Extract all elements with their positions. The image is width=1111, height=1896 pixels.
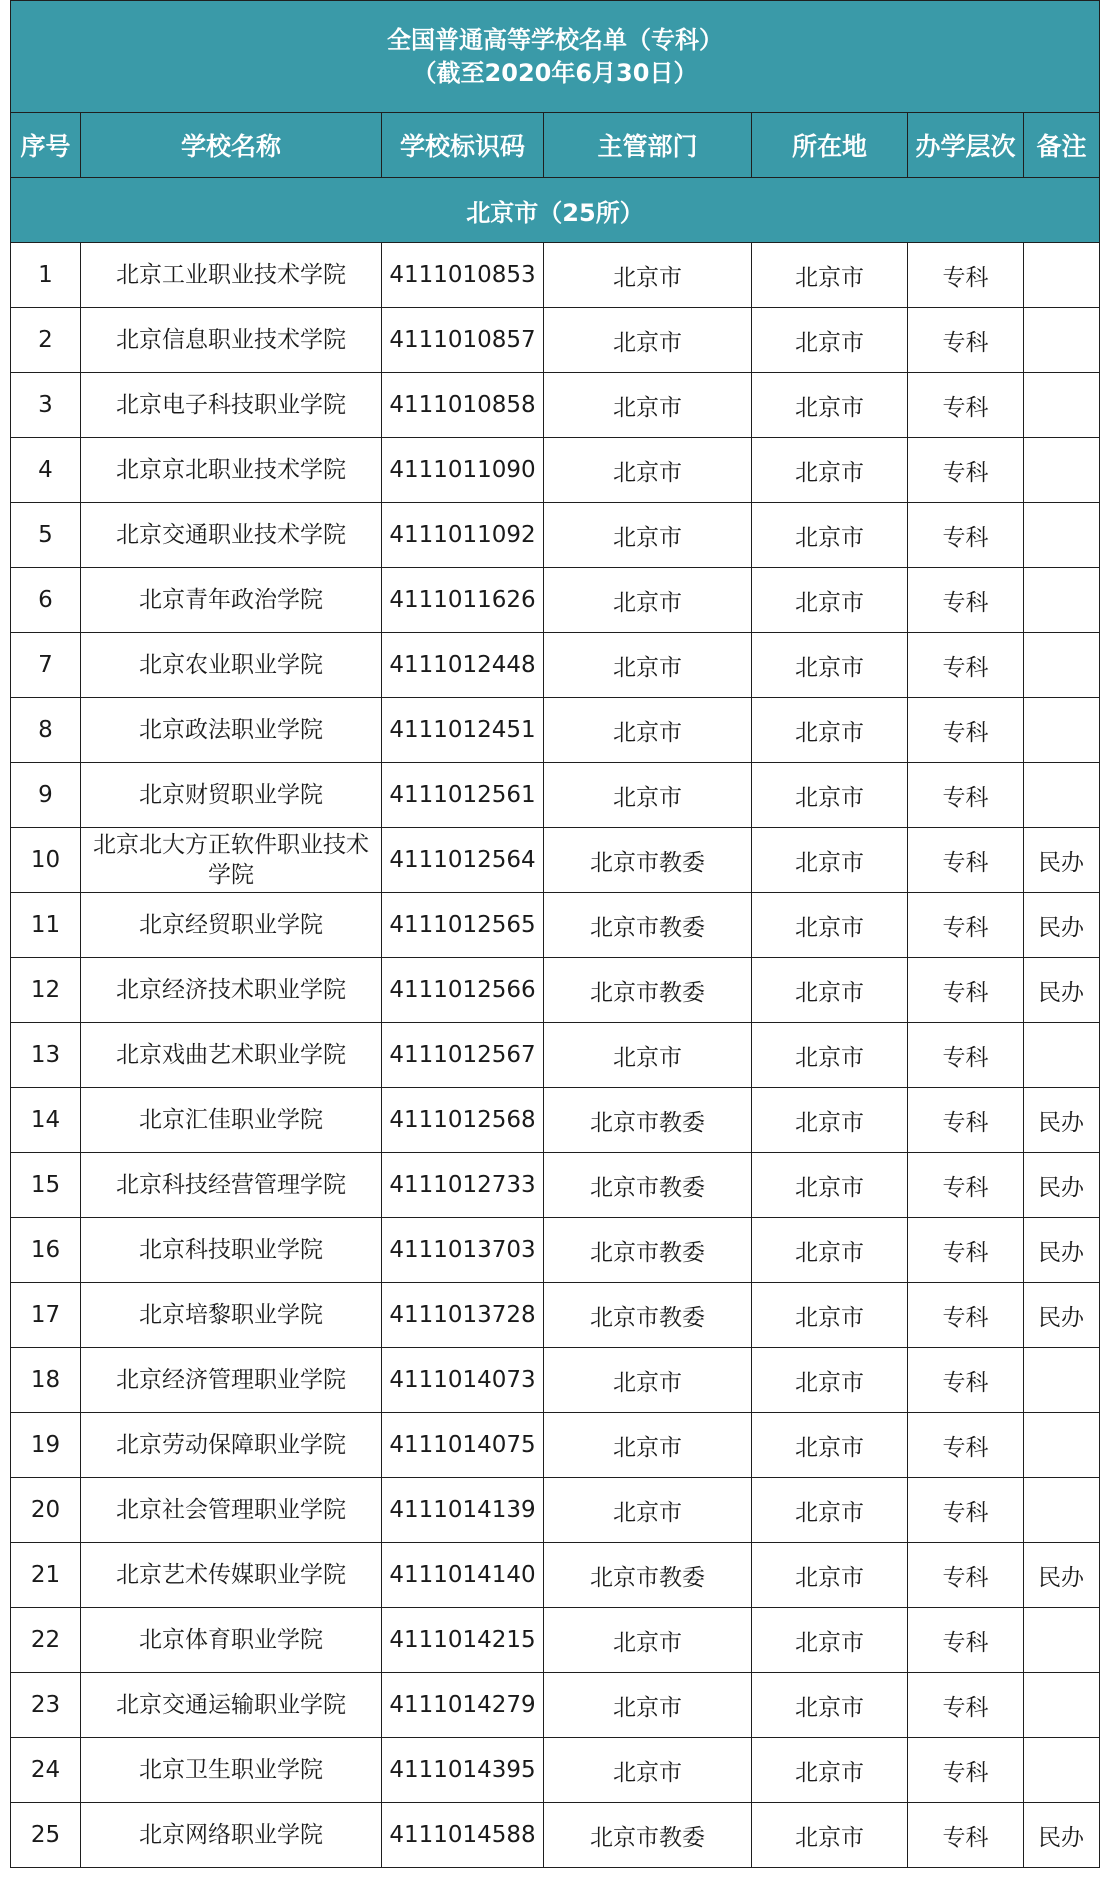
department: 北京市 <box>544 1673 752 1738</box>
note <box>1024 633 1100 698</box>
school-code: 4111012451 <box>382 698 544 763</box>
level: 专科 <box>908 633 1024 698</box>
department: 北京市 <box>544 438 752 503</box>
location: 北京市 <box>752 1023 908 1088</box>
header-row <box>11 113 1100 178</box>
level: 专科 <box>908 438 1024 503</box>
note <box>1024 1413 1100 1478</box>
header-school-code: 学校标识码 <box>382 113 544 178</box>
location: 北京市 <box>752 698 908 763</box>
school-code: 4111012566 <box>382 958 544 1023</box>
table-row <box>11 373 1100 438</box>
note <box>1024 503 1100 568</box>
row-index: 19 <box>11 1413 81 1478</box>
school-code: 4111011626 <box>382 568 544 633</box>
level: 专科 <box>908 1673 1024 1738</box>
header-department: 主管部门 <box>544 113 752 178</box>
school-code: 4111014395 <box>382 1738 544 1803</box>
row-index: 3 <box>11 373 81 438</box>
department: 北京市教委 <box>544 1803 752 1868</box>
row-index: 21 <box>11 1543 81 1608</box>
note <box>1024 438 1100 503</box>
table-row <box>11 1283 1100 1348</box>
location: 北京市 <box>752 1543 908 1608</box>
row-index: 12 <box>11 958 81 1023</box>
location: 北京市 <box>752 828 908 893</box>
region-label: 北京市（25所） <box>11 178 1100 243</box>
location: 北京市 <box>752 1283 908 1348</box>
level: 专科 <box>908 503 1024 568</box>
note: 民办 <box>1024 1543 1100 1608</box>
level: 专科 <box>908 373 1024 438</box>
location: 北京市 <box>752 1088 908 1153</box>
department: 北京市 <box>544 308 752 373</box>
school-name: 北京经济管理职业学院 <box>81 1348 382 1413</box>
school-code: 4111010858 <box>382 373 544 438</box>
note <box>1024 373 1100 438</box>
department: 北京市 <box>544 1478 752 1543</box>
school-table <box>10 0 1100 1868</box>
table-row <box>11 958 1100 1023</box>
table-row <box>11 1218 1100 1283</box>
school-name: 北京培黎职业学院 <box>81 1283 382 1348</box>
department: 北京市 <box>544 1348 752 1413</box>
department: 北京市 <box>544 1413 752 1478</box>
row-index: 11 <box>11 893 81 958</box>
row-index: 23 <box>11 1673 81 1738</box>
location: 北京市 <box>752 1153 908 1218</box>
school-code: 4111012561 <box>382 763 544 828</box>
level: 专科 <box>908 1738 1024 1803</box>
row-index: 7 <box>11 633 81 698</box>
location: 北京市 <box>752 373 908 438</box>
row-index: 25 <box>11 1803 81 1868</box>
header-note: 备注 <box>1024 113 1100 178</box>
table-title <box>11 1 1100 113</box>
table-row <box>11 1738 1100 1803</box>
table-row <box>11 308 1100 373</box>
row-index: 24 <box>11 1738 81 1803</box>
row-index: 18 <box>11 1348 81 1413</box>
location: 北京市 <box>752 568 908 633</box>
row-index: 22 <box>11 1608 81 1673</box>
table-row <box>11 1153 1100 1218</box>
note: 民办 <box>1024 828 1100 893</box>
row-index: 14 <box>11 1088 81 1153</box>
note <box>1024 243 1100 308</box>
school-code: 4111013728 <box>382 1283 544 1348</box>
level: 专科 <box>908 958 1024 1023</box>
school-name: 北京财贸职业学院 <box>81 763 382 828</box>
row-index: 10 <box>11 828 81 893</box>
school-name: 北京科技经营管理学院 <box>81 1153 382 1218</box>
location: 北京市 <box>752 1478 908 1543</box>
level: 专科 <box>908 1153 1024 1218</box>
row-index: 4 <box>11 438 81 503</box>
table-row <box>11 1023 1100 1088</box>
header-level: 办学层次 <box>908 113 1024 178</box>
location: 北京市 <box>752 438 908 503</box>
department: 北京市 <box>544 1738 752 1803</box>
table-row <box>11 1608 1100 1673</box>
row-index: 1 <box>11 243 81 308</box>
school-name: 北京汇佳职业学院 <box>81 1088 382 1153</box>
location: 北京市 <box>752 1673 908 1738</box>
school-name: 北京青年政治学院 <box>81 568 382 633</box>
table-row <box>11 1348 1100 1413</box>
location: 北京市 <box>752 1348 908 1413</box>
school-name: 北京网络职业学院 <box>81 1803 382 1868</box>
table-row <box>11 633 1100 698</box>
level: 专科 <box>908 1348 1024 1413</box>
table-row <box>11 503 1100 568</box>
school-name: 北京电子科技职业学院 <box>81 373 382 438</box>
header-school-name: 学校名称 <box>81 113 382 178</box>
location: 北京市 <box>752 308 908 373</box>
department: 北京市教委 <box>544 1543 752 1608</box>
location: 北京市 <box>752 1413 908 1478</box>
location: 北京市 <box>752 1608 908 1673</box>
school-code: 4111012448 <box>382 633 544 698</box>
note: 民办 <box>1024 1283 1100 1348</box>
school-name: 北京京北职业技术学院 <box>81 438 382 503</box>
table-row <box>11 568 1100 633</box>
level: 专科 <box>908 308 1024 373</box>
school-code: 4111014588 <box>382 1803 544 1868</box>
header-index: 序号 <box>11 113 81 178</box>
location: 北京市 <box>752 958 908 1023</box>
school-code: 4111014215 <box>382 1608 544 1673</box>
note <box>1024 1673 1100 1738</box>
note <box>1024 1608 1100 1673</box>
school-code: 4111014279 <box>382 1673 544 1738</box>
school-name: 北京戏曲艺术职业学院 <box>81 1023 382 1088</box>
title-line-1: 全国普通高等学校名单（专科） <box>387 25 723 54</box>
school-name: 北京政法职业学院 <box>81 698 382 763</box>
level: 专科 <box>908 1283 1024 1348</box>
school-code: 4111014073 <box>382 1348 544 1413</box>
school-list-sheet <box>10 0 1099 1868</box>
level: 专科 <box>908 1088 1024 1153</box>
department: 北京市教委 <box>544 1218 752 1283</box>
note <box>1024 763 1100 828</box>
department: 北京市 <box>544 243 752 308</box>
row-index: 8 <box>11 698 81 763</box>
school-name: 北京信息职业技术学院 <box>81 308 382 373</box>
department: 北京市 <box>544 503 752 568</box>
location: 北京市 <box>752 633 908 698</box>
row-index: 5 <box>11 503 81 568</box>
note <box>1024 698 1100 763</box>
school-code: 4111010857 <box>382 308 544 373</box>
location: 北京市 <box>752 1738 908 1803</box>
note: 民办 <box>1024 1088 1100 1153</box>
table-row <box>11 1673 1100 1738</box>
note: 民办 <box>1024 1153 1100 1218</box>
row-index: 20 <box>11 1478 81 1543</box>
school-name: 北京交通职业技术学院 <box>81 503 382 568</box>
table-row <box>11 1478 1100 1543</box>
table-body <box>11 243 1100 1868</box>
location: 北京市 <box>752 1218 908 1283</box>
level: 专科 <box>908 1608 1024 1673</box>
school-code: 4111011090 <box>382 438 544 503</box>
level: 专科 <box>908 1218 1024 1283</box>
table-row <box>11 438 1100 503</box>
department: 北京市教委 <box>544 828 752 893</box>
note <box>1024 1348 1100 1413</box>
level: 专科 <box>908 763 1024 828</box>
level: 专科 <box>908 1478 1024 1543</box>
school-code: 4111014140 <box>382 1543 544 1608</box>
school-code: 4111010853 <box>382 243 544 308</box>
row-index: 13 <box>11 1023 81 1088</box>
row-index: 16 <box>11 1218 81 1283</box>
school-code: 4111014139 <box>382 1478 544 1543</box>
department: 北京市 <box>544 633 752 698</box>
department: 北京市教委 <box>544 893 752 958</box>
school-name: 北京经济技术职业学院 <box>81 958 382 1023</box>
title-line-2: （截至2020年6月30日） <box>412 58 698 87</box>
department: 北京市 <box>544 1023 752 1088</box>
department: 北京市 <box>544 1608 752 1673</box>
header-location: 所在地 <box>752 113 908 178</box>
level: 专科 <box>908 1413 1024 1478</box>
table-row <box>11 1543 1100 1608</box>
school-code: 4111012565 <box>382 893 544 958</box>
level: 专科 <box>908 1803 1024 1868</box>
school-name: 北京交通运输职业学院 <box>81 1673 382 1738</box>
region-row <box>11 178 1100 243</box>
school-name: 北京科技职业学院 <box>81 1218 382 1283</box>
school-code: 4111012733 <box>382 1153 544 1218</box>
school-name: 北京工业职业技术学院 <box>81 243 382 308</box>
note: 民办 <box>1024 893 1100 958</box>
table-row <box>11 698 1100 763</box>
row-index: 6 <box>11 568 81 633</box>
row-index: 2 <box>11 308 81 373</box>
note <box>1024 308 1100 373</box>
department: 北京市 <box>544 568 752 633</box>
school-name: 北京体育职业学院 <box>81 1608 382 1673</box>
level: 专科 <box>908 893 1024 958</box>
table-row <box>11 893 1100 958</box>
note <box>1024 568 1100 633</box>
note: 民办 <box>1024 1803 1100 1868</box>
location: 北京市 <box>752 503 908 568</box>
school-code: 4111013703 <box>382 1218 544 1283</box>
school-code: 4111012567 <box>382 1023 544 1088</box>
department: 北京市教委 <box>544 1153 752 1218</box>
school-name: 北京农业职业学院 <box>81 633 382 698</box>
department: 北京市教委 <box>544 1088 752 1153</box>
note: 民办 <box>1024 958 1100 1023</box>
school-code: 4111014075 <box>382 1413 544 1478</box>
note: 民办 <box>1024 1218 1100 1283</box>
department: 北京市 <box>544 698 752 763</box>
school-name: 北京北大方正软件职业技术学院 <box>81 828 382 893</box>
table-row <box>11 1088 1100 1153</box>
level: 专科 <box>908 828 1024 893</box>
row-index: 9 <box>11 763 81 828</box>
school-name: 北京艺术传媒职业学院 <box>81 1543 382 1608</box>
title-row <box>11 1 1100 113</box>
department: 北京市 <box>544 373 752 438</box>
department: 北京市 <box>544 763 752 828</box>
note <box>1024 1023 1100 1088</box>
school-name: 北京社会管理职业学院 <box>81 1478 382 1543</box>
level: 专科 <box>908 1023 1024 1088</box>
note <box>1024 1738 1100 1803</box>
location: 北京市 <box>752 1803 908 1868</box>
level: 专科 <box>908 1543 1024 1608</box>
location: 北京市 <box>752 763 908 828</box>
table-row <box>11 1803 1100 1868</box>
school-code: 4111012568 <box>382 1088 544 1153</box>
location: 北京市 <box>752 243 908 308</box>
department: 北京市教委 <box>544 958 752 1023</box>
table-row <box>11 828 1100 893</box>
level: 专科 <box>908 568 1024 633</box>
table-row <box>11 1413 1100 1478</box>
school-name: 北京经贸职业学院 <box>81 893 382 958</box>
school-name: 北京卫生职业学院 <box>81 1738 382 1803</box>
level: 专科 <box>908 698 1024 763</box>
school-name: 北京劳动保障职业学院 <box>81 1413 382 1478</box>
level: 专科 <box>908 243 1024 308</box>
note <box>1024 1478 1100 1543</box>
row-index: 17 <box>11 1283 81 1348</box>
school-code: 4111011092 <box>382 503 544 568</box>
table-row <box>11 763 1100 828</box>
school-code: 4111012564 <box>382 828 544 893</box>
department: 北京市教委 <box>544 1283 752 1348</box>
location: 北京市 <box>752 893 908 958</box>
table-row <box>11 243 1100 308</box>
row-index: 15 <box>11 1153 81 1218</box>
